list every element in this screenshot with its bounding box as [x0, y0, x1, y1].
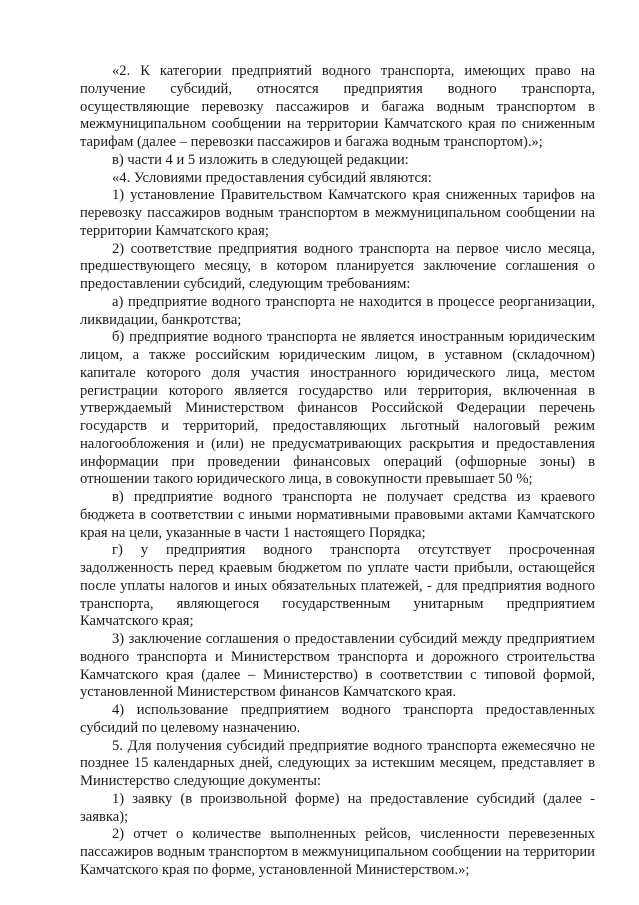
- paragraph-document-2: 2) отчет о количестве выполненных рейсов, численности перевезенных пассажиров водным транспортом в межмуниципальном сообщении на территории Камчатского края по форме, установленной Министерством.»;: [80, 826, 595, 878]
- document-body: [80, 63, 595, 880]
- paragraph-conditions-heading: «4. Условиями предоставления субсидий являются:: [112, 169, 432, 186]
- paragraph-section-5: 5. Для получения субсидий предприятие водного транспорта ежемесячно не позднее 15 календарных дней, следующих за истекшим месяцем, представляет в Министерство следующие документы:: [80, 737, 595, 789]
- paragraph-requirement-a: а) предприятие водного транспорта не находится в процессе реорганизации, ликвидации, банкротства;: [80, 293, 595, 328]
- paragraph-condition-2: 2) соответствие предприятия водного транспорта на первое число месяца, предшествующего месяцу, в котором планируется заключение соглашения о предоставлении субсидий, следующим требованиям:: [80, 240, 595, 292]
- paragraph-requirement-g: г) у предприятия водного транспорта отсутствует просроченная задолженность перед краевым бюджетом по уплате части прибыли, остающейся после уплаты налогов и иных обязательных платежей, - для предприятия водного транспорта, являющегося государственным унитарным предприятием Камчатского края;: [80, 542, 595, 630]
- paragraph-condition-4: 4) использование предприятием водного транспорта предоставленных субсидий по целевому назначению.: [80, 702, 595, 736]
- paragraph-amendment-instruction: в) части 4 и 5 изложить в следующей редакции:: [112, 151, 409, 168]
- paragraph-requirement-v: в) предприятие водного транспорта не получает средства из краевого бюджета в соответствии с иными нормативными правовыми актами Камчатского края на цели, указанные в части 1 настоящего Порядка;: [80, 489, 595, 541]
- paragraph-condition-3: 3) заключение соглашения о предоставлении субсидий между предприятием водного транспорта и Министерством транспорта и дорожного строительства Камчатского края (далее – Министерство) в соответствии с типовой формой, установленной Министерством финансов Камчатского края.: [80, 631, 595, 701]
- paragraph-category-definition: «2. К категории предприятий водного транспорта, имеющих право на получение субсидий, относятся предприятия водного транспорта, осуществляющие перевозку пассажиров и багажа водным транспортом в межмуниципальном сообщении на территории Камчатского края по сниженным тарифам (далее – перевозки пассажиров и багажа водным транспортом).»;: [80, 63, 595, 150]
- paragraph-document-1: 1) заявку (в произвольной форме) на предоставление субсидий (далее - заявка);: [80, 790, 595, 825]
- paragraph-requirement-b: б) предприятие водного транспорта не является иностранным юридическим лицом, а также российским юридическим лицом, в уставном (складочном) капитале которого доля участия иностранного юридического лица, местом регистрации которого является государство или территория, включенная в утверждаемый Министерством финансов Российской Федерации перечень государств и территорий, предоставляющих льготный налоговый режим налогообложения и (или) не предусматривающих раскрытия и предоставления информации при проведении финансовых операций (офшорные зоны) в отношении такого юридического лица, в совокупности превышает 50 %;: [80, 329, 595, 488]
- paragraph-condition-1: 1) установление Правительством Камчатского края сниженных тарифов на перевозку пассажиров водным транспортом в межмуниципальном сообщении на территории Камчатского края;: [80, 187, 595, 239]
